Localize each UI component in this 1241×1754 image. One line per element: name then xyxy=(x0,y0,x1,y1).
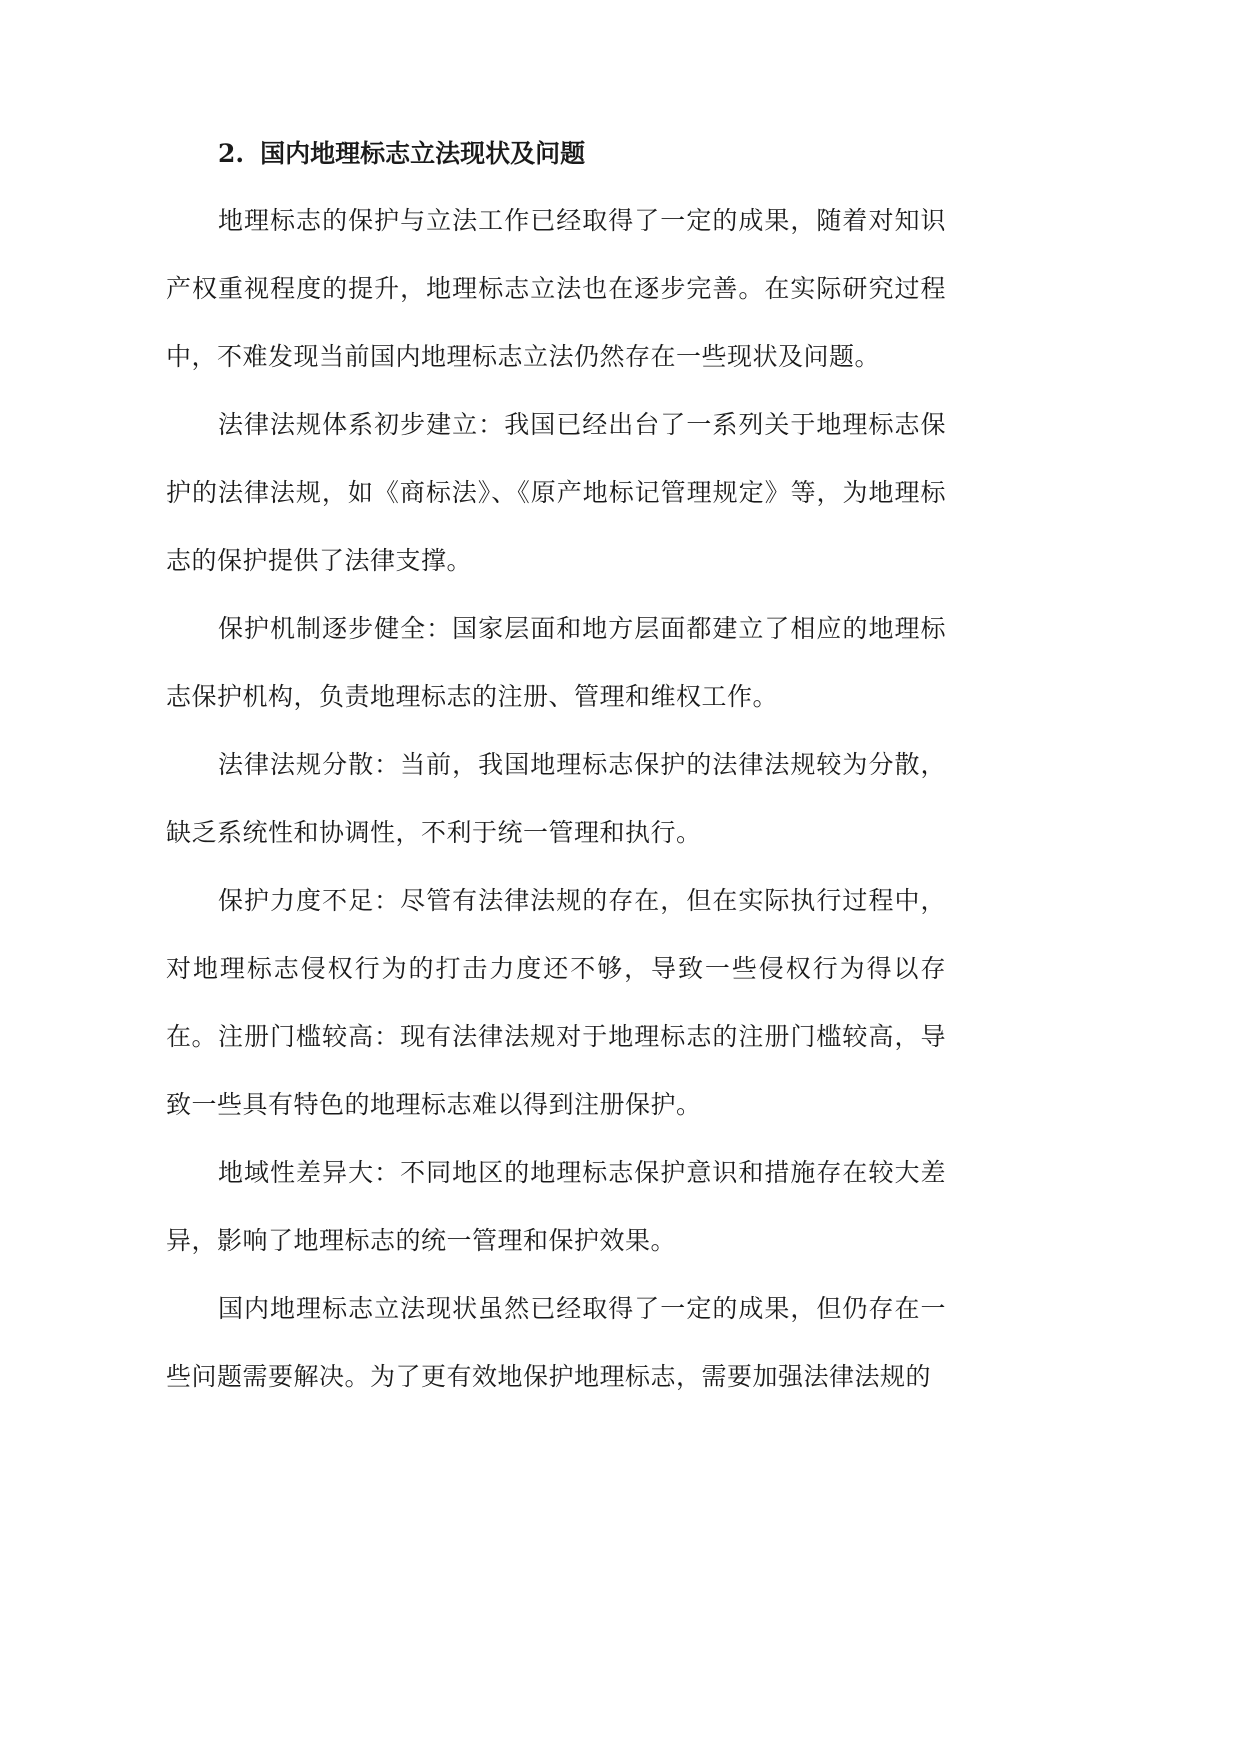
paragraph-protection-mechanism: 保护机制逐步健全：国家层面和地方层面都建立了相应的地理标志保护机构，负责地理标志的注册、管理和维权工作。 xyxy=(166,614,946,711)
section-number: 2. xyxy=(218,139,245,168)
paragraph-conclusion: 国内地理标志立法现状虽然已经取得了一定的成果，但仍存在一些问题需要解决。为了更有效地保护地理标志，需要加强法律法规的 xyxy=(166,1294,946,1391)
section-title: 国内地理标志立法现状及问题 xyxy=(260,139,586,168)
paragraph-legal-system: 法律法规体系初步建立：我国已经出台了一系列关于地理标志保护的法律法规，如《商标法》、《原产地标记管理规定》等，为地理标志的保护提供了法律支撑。 xyxy=(166,410,946,575)
paragraph-scattered-laws: 法律法规分散：当前，我国地理标志保护的法律法规较为分散，缺乏系统性和协调性，不利于统一管理和执行。 xyxy=(166,750,946,847)
paragraph-regional-differences: 地域性差异大：不同地区的地理标志保护意识和措施存在较大差异，影响了地理标志的统一管理和保护效果。 xyxy=(166,1158,946,1255)
paragraph-intro: 地理标志的保护与立法工作已经取得了一定的成果，随着对知识产权重视程度的提升，地理标志立法也在逐步完善。在实际研究过程中，不难发现当前国内地理标志立法仍然存在一些现状及问题。 xyxy=(166,206,946,371)
paragraph-insufficient-protection: 保护力度不足：尽管有法律法规的存在，但在实际执行过程中，对地理标志侵权行为的打击力度还不够，导致一些侵权行为得以存在。 xyxy=(166,886,946,1051)
section-heading xyxy=(218,134,585,174)
paragraph-registration-threshold: 注册门槛较高：现有法律法规对于地理标志的注册门槛较高，导致一些具有特色的地理标志难以得到注册保护。 xyxy=(166,1022,946,1119)
